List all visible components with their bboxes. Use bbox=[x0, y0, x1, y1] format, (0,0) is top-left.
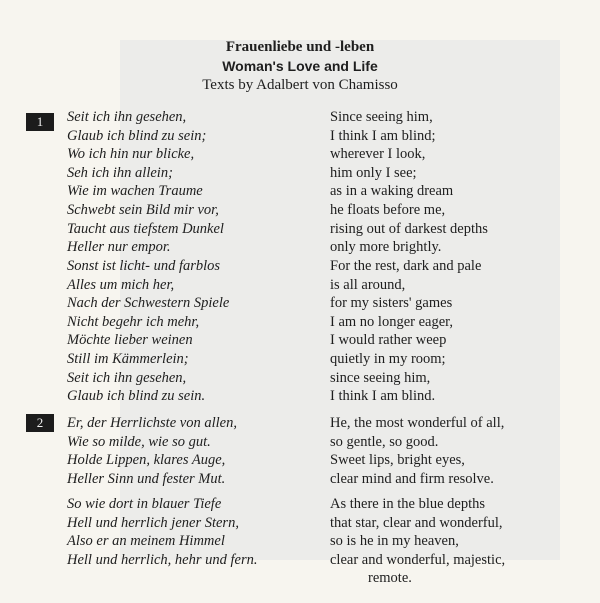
verse-line: Nach der Schwestern Spiele bbox=[67, 295, 230, 312]
verse-line: for my sisters' games bbox=[330, 295, 453, 312]
verse-line: as in a waking dream bbox=[330, 183, 454, 200]
verse-line: Still im Kämmerlein; bbox=[67, 350, 189, 367]
song-number-badge: 2 bbox=[26, 414, 54, 432]
verse-line: Möchte lieber weinen bbox=[67, 332, 193, 349]
verse-line: Seit ich ihn gesehen, bbox=[67, 369, 187, 386]
verse-line: quietly in my room; bbox=[330, 350, 446, 367]
verse-line: Wie im wachen Traume bbox=[67, 183, 203, 200]
verse-line: I think I am blind; bbox=[330, 127, 436, 144]
verse-line: As there in the blue depths bbox=[330, 496, 486, 512]
verse-line: since seeing him, bbox=[330, 369, 431, 386]
stanza-german bbox=[67, 414, 322, 488]
verse-line: Since seeing him, bbox=[330, 109, 433, 125]
verse-line: is all around, bbox=[330, 276, 406, 293]
credit-line: Texts by Adalbert von Chamisso bbox=[202, 77, 398, 93]
verse-line: him only I see; bbox=[330, 164, 417, 181]
stanza-english bbox=[330, 495, 590, 588]
stanza-german bbox=[67, 257, 322, 406]
title-english: Woman's Love and Life bbox=[222, 58, 378, 74]
verse-line: Glaub ich blind zu sein; bbox=[67, 127, 207, 144]
verse-line: Holde Lippen, klares Auge, bbox=[67, 452, 226, 469]
verse-line: Glaub ich blind zu sein. bbox=[67, 388, 206, 405]
verse-line: Hell und herrlich jener Stern, bbox=[67, 514, 239, 531]
stanza-german bbox=[67, 108, 322, 257]
verse-line: He, the most wonderful of all, bbox=[330, 415, 505, 431]
stanza-english bbox=[330, 257, 590, 406]
verse-line: Wo ich hin nur blicke, bbox=[67, 146, 195, 163]
verse-line: Seit ich ihn gesehen, bbox=[67, 109, 187, 125]
stanza-english bbox=[330, 414, 590, 488]
verse-line: Also er an meinem Himmel bbox=[67, 533, 225, 550]
verse-line: only more brightly. bbox=[330, 239, 442, 256]
verse-line: Taucht aus tiefstem Dunkel bbox=[67, 220, 224, 237]
verse-line: Schwebt sein Bild mir vor, bbox=[67, 201, 219, 218]
verse-line: remote. bbox=[368, 570, 412, 587]
verse-line: For the rest, dark and pale bbox=[330, 258, 482, 274]
verse-line: So wie dort in blauer Tiefe bbox=[67, 496, 222, 512]
title-german: Frauenliebe und -leben bbox=[225, 39, 375, 55]
verse-line: Er, der Herrlichste von allen, bbox=[67, 415, 237, 431]
song-number-badge: 1 bbox=[26, 113, 54, 131]
verse-line: he floats before me, bbox=[330, 201, 446, 218]
verse-line: I am no longer eager, bbox=[330, 313, 454, 330]
header bbox=[0, 38, 600, 95]
verse-line: I would rather weep bbox=[330, 332, 447, 349]
verse-line: Nicht begehr ich mehr, bbox=[67, 313, 200, 330]
verse-line: Heller Sinn und fester Mut. bbox=[67, 470, 226, 487]
verse-line: Alles um mich her, bbox=[67, 276, 175, 293]
verse-line: Sweet lips, bright eyes, bbox=[330, 452, 465, 469]
verse-line: Hell und herrlich, hehr und fern. bbox=[67, 551, 258, 568]
verse-line: Sonst ist licht- und farblos bbox=[67, 258, 221, 274]
verse-line: Seh ich ihn allein; bbox=[67, 164, 173, 181]
stanza-english bbox=[330, 108, 590, 257]
verse-line: Wie so milde, wie so gut. bbox=[67, 433, 211, 450]
verse-line: so is he in my heaven, bbox=[330, 533, 459, 550]
verse-line: so gentle, so good. bbox=[330, 433, 439, 450]
verse-line: that star, clear and wonderful, bbox=[330, 514, 503, 531]
stanza-german bbox=[67, 495, 322, 569]
verse-line: clear and wonderful, majestic, bbox=[330, 551, 506, 568]
verse-line: wherever I look, bbox=[330, 146, 426, 163]
verse-line: Heller nur empor. bbox=[67, 239, 171, 256]
verse-line: I think I am blind. bbox=[330, 388, 436, 405]
verse-line: rising out of darkest depths bbox=[330, 220, 488, 237]
verse-line: clear mind and firm resolve. bbox=[330, 470, 494, 487]
